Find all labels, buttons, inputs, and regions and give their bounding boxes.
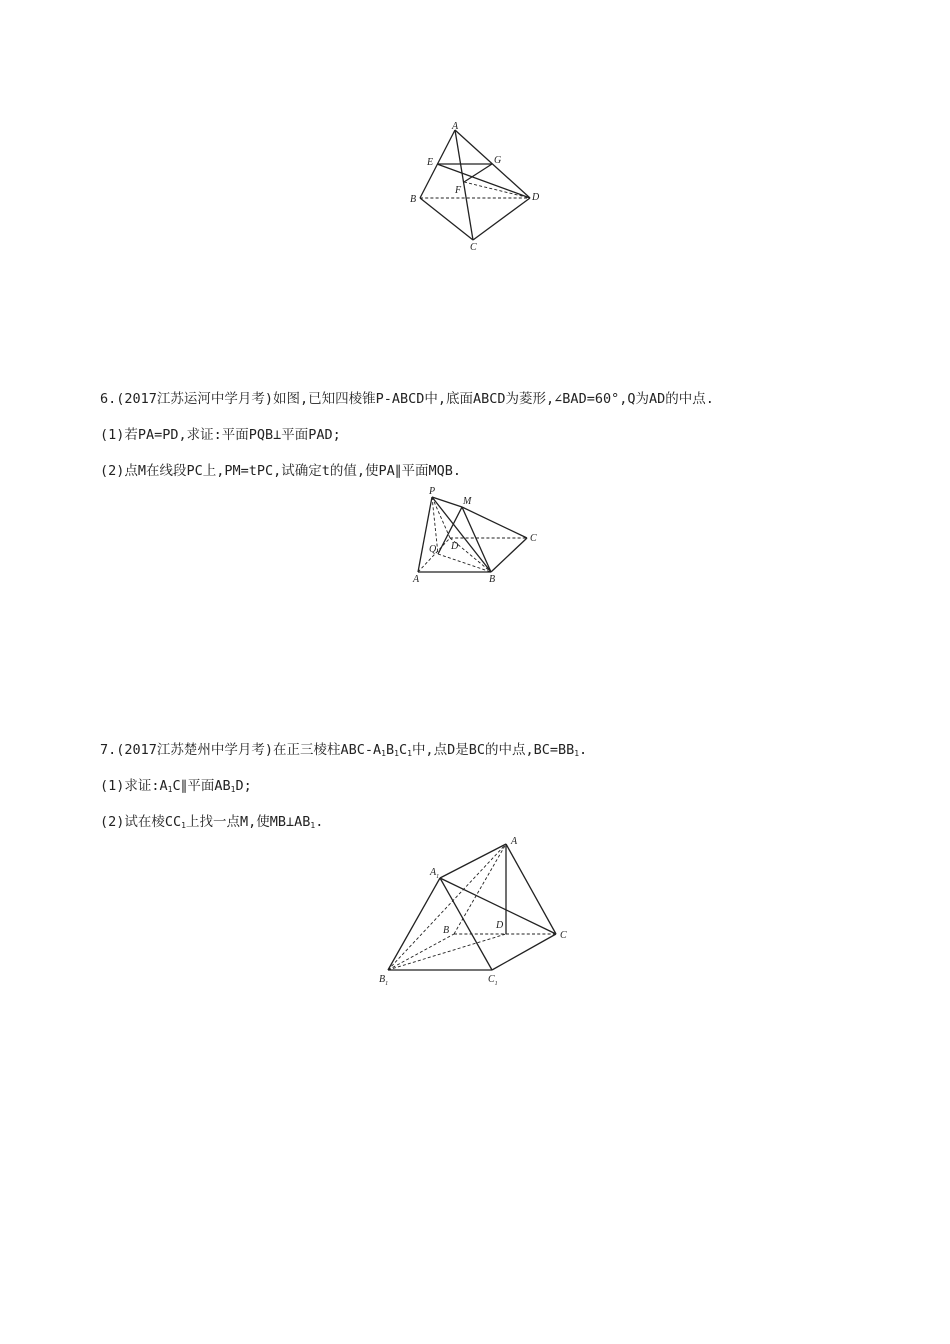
- label-c: C: [560, 930, 567, 941]
- label-b: B: [489, 574, 496, 585]
- q7-stem: 7.(2017江苏楚州中学月考)在正三棱柱ABC-$A_1B_1C_1$中,点D是BC的中点$,BC=BB_1$.: [100, 742, 588, 758]
- label-m: M: [463, 496, 472, 507]
- prism-lines: [388, 844, 556, 970]
- label-b: B: [443, 925, 450, 936]
- label-c1: $C_1$: [488, 974, 498, 987]
- pyramid-lines: [418, 497, 527, 572]
- label-a: A: [413, 574, 420, 585]
- label-a: A: [511, 836, 518, 847]
- figure-prism: [375, 830, 575, 990]
- label-g: G: [494, 155, 502, 166]
- label-d: D: [532, 192, 540, 203]
- label-b: B: [410, 194, 417, 205]
- label-a1: $A_1$: [430, 867, 440, 880]
- q7-part2: (2)试在棱$CC_1$上找一点M,使$MB\perp AB_1$.: [100, 814, 324, 830]
- label-p: P: [429, 486, 436, 497]
- q6-part1: (1)若PA=PD,求证:平面PQB⊥平面PAD;: [100, 427, 341, 443]
- label-c: C: [530, 533, 537, 544]
- label-b1: $B_1$: [379, 974, 389, 987]
- q7-part1: (1)求证$:A_1C\parallel$平面$AB_1D$;: [100, 778, 252, 794]
- label-d: D: [451, 541, 459, 552]
- q6-part2: (2)点M在线段PC上,PM=tPC,试确定t的值,使PA∥平面MQB.: [100, 463, 462, 479]
- label-d: D: [496, 920, 504, 931]
- figure-pyramid: [405, 482, 550, 590]
- tetrahedron-lines: [420, 130, 530, 240]
- label-e: E: [427, 157, 434, 168]
- figure-tetrahedron: [405, 118, 555, 258]
- label-a: A: [452, 121, 459, 132]
- q6-stem: 6.(2017江苏运河中学月考)如图,已知四棱锥P-ABCD中,底面ABCD为菱形,∠BAD=60°,Q为AD的中点.: [100, 391, 714, 407]
- label-q: Q: [429, 544, 437, 555]
- label-c: C: [470, 242, 477, 253]
- label-f: F: [455, 185, 462, 196]
